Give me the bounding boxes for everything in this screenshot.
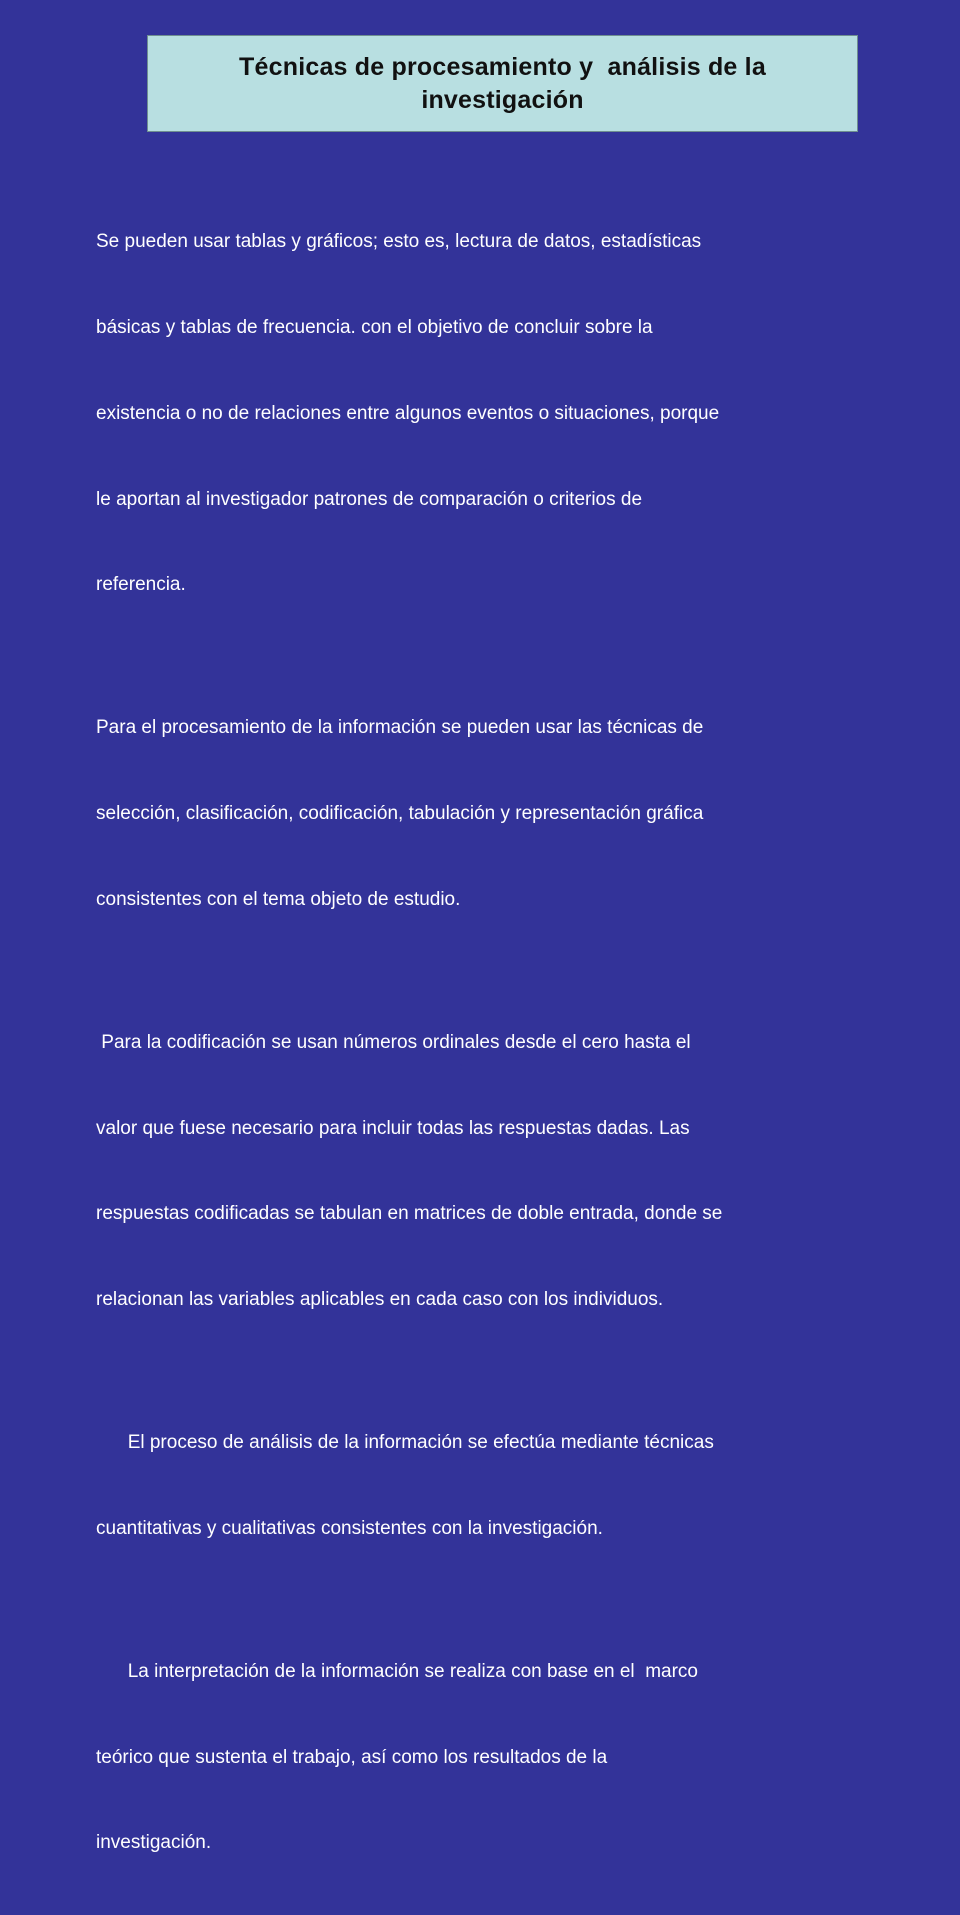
text-line: relacionan las variables aplicables en cada caso con los individuos. [96,1289,664,1311]
text-line: valor que fuese necesario para incluir todas las respuestas dadas. Las [96,1117,690,1139]
body-text [96,171,906,1915]
text-line: Para el procesamiento de la información se pueden usar las técnicas de [96,717,704,739]
text-line: Se pueden usar tablas y gráficos; esto es, lectura de datos, estadísticas [96,231,702,253]
text-line: Para la codificación se usan números ordinales desde el cero hasta el [96,1031,691,1053]
text-line: consistentes con el tema objeto de estudio. [96,888,461,910]
text-line: cuantitativas y cualitativas consistentes con la investigación. [96,1517,603,1539]
text-line: investigación. [96,1832,212,1854]
text-line: existencia o no de relaciones entre algunos eventos o situaciones, porque [96,402,720,424]
paragraph-tablas-graficos [96,171,906,657]
text-line: La interpretación de la información se realiza con base en el marco [96,1660,699,1682]
paragraph-interpretacion [96,1601,906,1915]
text-line: respuestas codificadas se tabulan en matrices de doble entrada, donde se [96,1203,723,1225]
paragraph-procesamiento [96,657,906,972]
text-line: El proceso de análisis de la información se efectúa mediante técnicas [96,1432,714,1454]
paragraph-codificacion [96,972,906,1372]
text-line: básicas y tablas de frecuencia. con el objetivo de concluir sobre la [96,316,653,338]
text-line: selección, clasificación, codificación, tabulación y representación gráfica [96,803,704,825]
paragraph-analisis [96,1372,906,1601]
text-line: teórico que sustenta el trabajo, así como los resultados de la [96,1746,608,1768]
text-line: referencia. [96,574,186,596]
text-line: le aportan al investigador patrones de comparación o criterios de [96,488,643,510]
slide-title: Técnicas de procesamiento y análisis de la investigación [239,52,774,114]
title-box [147,35,858,132]
